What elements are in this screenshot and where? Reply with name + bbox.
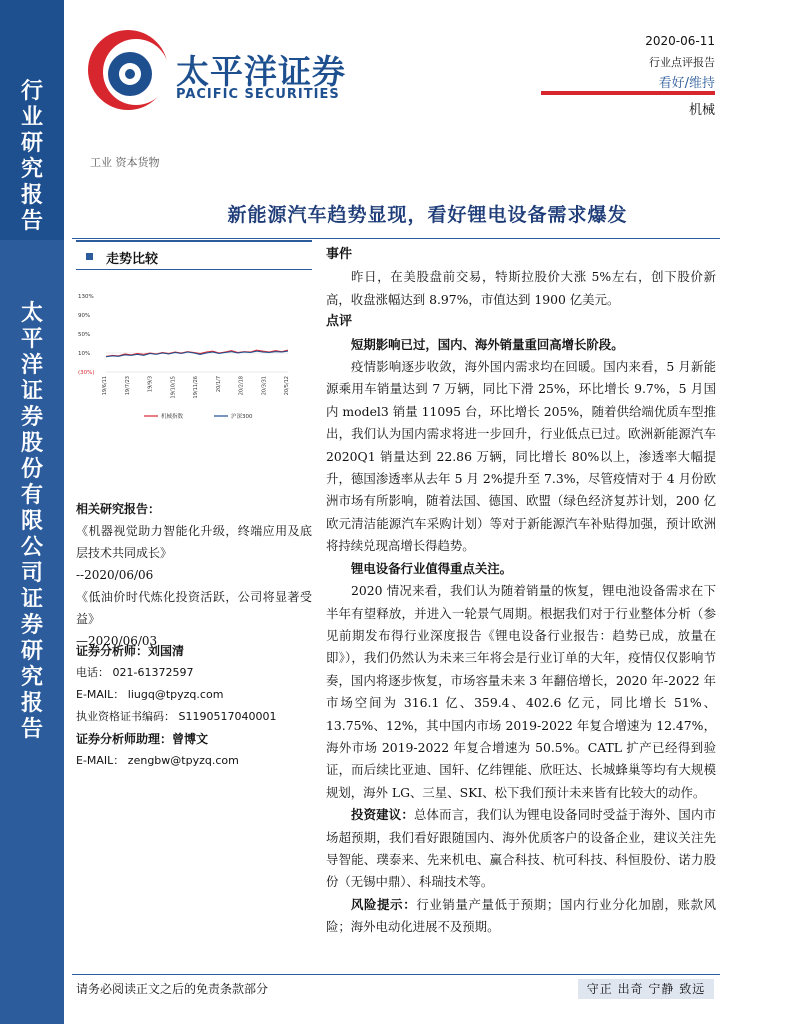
risk-text: 行业销量产量低于预期；国内行业分化加剧，账款风险；海外电动化进展不及预期。 xyxy=(326,896,717,935)
x-tick-label: 19/11/26 xyxy=(193,376,199,399)
analyst-phone: 电话： 021-61372597 xyxy=(76,666,194,679)
y-tick-label: 50% xyxy=(78,332,91,338)
investment-lead: 投资建议： xyxy=(351,807,414,823)
sidebar-company-char: 洋 xyxy=(20,352,43,378)
assistant-email[interactable]: E-MAIL： zengbw@tpyzq.com xyxy=(76,754,239,767)
analyst-cert: 执业资格证书编码： S1190517040001 xyxy=(76,710,277,723)
footer-motto: 守正 出奇 宁静 致远 xyxy=(578,979,714,999)
sidebar-company-char: 证 xyxy=(20,378,43,404)
y-tick-label: 90% xyxy=(78,313,91,319)
sidebar xyxy=(0,0,64,1024)
y-tick-label: 10% xyxy=(78,351,91,357)
x-tick-label: 19/6/11 xyxy=(102,376,108,396)
investment-text: 总体而言，我们认为锂电设备同时受益于海外、国内市场超预期，我们看好跟随国内、海外优质客户的设备企业，建议关注先导智能、璞泰来、先来机电、赢合科技、杭可科技、科恒股份、诺力股份（无锡中鼎）、科瑞技术等。 xyxy=(326,807,717,890)
related-heading: 相关研究报告： xyxy=(76,502,161,516)
industry-tag: 工业 资本货物 xyxy=(90,156,160,169)
paragraph-demand: 疫情影响逐步收敛，海外国内需求均在回暖。国内来看，5 月新能源乘用车销量达到 7 万辆，同比下滑 25%，环比增长 9.7%，5 月国内 model3 销量 11095 台，环比增长 205%，随着供给端优质车型推出，我们认为国内需求将进一步回升，行业低点已过。欧洲新能源汽车 2020Q1 销量达到 22.86 万辆，同比增长 80%以上，渗透率大幅提升，德国渗透率从去年 5 月 2%提升至 7.3%，尽管疫情对于 4 月份欧洲市场有所影响，随着法国、德国、欧盟（绿色经济复苏计划，200 亿欧元清洁能源汽车采购计划）等对于新能源汽车补贴得加强，预计欧洲将持续兑现高增长得趋势。 xyxy=(326,359,716,554)
sidebar-company-char: 研 xyxy=(20,638,43,664)
industry-name: 机械 xyxy=(688,103,715,118)
related-item-date: --2020/06/06 xyxy=(76,568,154,582)
legend-label: 沪深300 xyxy=(231,414,253,420)
sidebar-report-char: 业 xyxy=(20,104,43,130)
event-heading: 事件 xyxy=(326,247,353,262)
logo-en-text: PACIFIC SECURITIES xyxy=(176,87,340,102)
related-item-date: —2020/06/03 xyxy=(76,634,158,648)
rating-label: 看好/维持 xyxy=(658,76,715,91)
trend-chart-svg xyxy=(76,276,312,486)
header-accent-line xyxy=(541,91,715,95)
sidebar-company-char: 限 xyxy=(20,508,43,534)
sidebar-company-char: 司 xyxy=(20,560,43,586)
trend-chart xyxy=(76,276,312,500)
sidebar-top-band xyxy=(0,0,64,240)
x-tick-label: 20/5/12 xyxy=(284,376,290,396)
analyst-name: 证券分析师：刘国清 xyxy=(76,644,185,658)
sidebar-company-char: 告 xyxy=(20,716,43,742)
sidebar-company-char: 太 xyxy=(20,300,43,326)
x-tick-label: 19/10/15 xyxy=(170,376,177,399)
trend-section-label: 走势比较 xyxy=(106,252,159,267)
title-divider xyxy=(72,238,720,239)
risk-lead: 风险提示： xyxy=(351,896,417,912)
sidebar-report-label xyxy=(0,78,64,234)
sidebar-company-char: 平 xyxy=(20,326,43,352)
related-item-title[interactable]: 《机器视觉助力智能化升级，终端应用及底层技术共同成长》 xyxy=(76,524,312,560)
x-tick-label: 19/9/3 xyxy=(147,376,154,393)
sidebar-report-char: 行 xyxy=(20,78,43,104)
y-tick-label: (30%) xyxy=(78,370,95,376)
page-title: 新能源汽车趋势显现，看好锂电设备需求爆发 xyxy=(227,204,628,226)
paragraph-investment xyxy=(326,804,716,894)
assistant-name: 证券分析师助理：曾博文 xyxy=(76,732,209,746)
report-type: 行业点评报告 xyxy=(649,56,715,69)
x-tick-label: 20/3/31 xyxy=(261,376,268,396)
paragraph-risk xyxy=(326,894,716,939)
logo-cn-text: 太平洋证券 xyxy=(176,52,346,91)
footer-disclaimer[interactable]: 请务必阅读正文之后的免责条款部分 xyxy=(76,982,269,996)
analyst-info xyxy=(76,640,312,772)
sidebar-report-char: 究 xyxy=(20,156,43,182)
sidebar-company-char: 有 xyxy=(20,482,43,508)
sidebar-bottom-band xyxy=(0,240,64,1024)
sidebar-company-char: 股 xyxy=(20,430,43,456)
legend-label: 机械指数 xyxy=(161,414,184,420)
sidebar-company-char: 券 xyxy=(20,612,43,638)
sidebar-report-char: 告 xyxy=(20,208,43,234)
related-item-title[interactable]: 《低油价时代炼化投资活跃，公司将显著受益》 xyxy=(76,590,312,626)
left-column xyxy=(76,240,312,952)
report-date: 2020-06-11 xyxy=(645,34,715,48)
paragraph-equipment: 2020 情况来看，我们认为随着销量的恢复，锂电池设备需求在下半年有望释放，并进入一轮景气周期。根据我们对于行业整体分析（参见前期发布得行业深度报告《锂电设备行业报告：趋势已成，放量在即》），我们仍然认为未来三年将会是行业订单的大年，疫情仅仅影响节奏，国内将逐步恢复，市场容量未来 3 年翻倍增长，2020 年-2022 年市场空间为 316.1 亿、359.4、402.6 亿元，同比增长 51%、13.75%、12%，其中国内市场 2019-2022 年复合增速为 12.47%，海外市场 2019-2022 年复合增速为 50.5%。CATL 扩产已经得到验证，而后续比亚迪、国轩、亿纬锂能、欣旺达、长城蜂巢等均有大规模规划，海外 LG、三星、SKI、松下我们预计未来皆有比较大的动作。 xyxy=(326,583,716,800)
x-tick-label: 19/7/23 xyxy=(124,376,131,396)
sidebar-company-char: 报 xyxy=(20,690,43,716)
sidebar-company-label xyxy=(0,300,64,742)
sidebar-report-char: 研 xyxy=(20,130,43,156)
main-body xyxy=(326,244,716,939)
lead-equipment: 锂电设备行业值得重点关注。 xyxy=(351,560,513,576)
sidebar-company-char: 究 xyxy=(20,664,43,690)
sidebar-company-char: 公 xyxy=(20,534,43,560)
trend-section-header xyxy=(76,240,312,270)
related-reports xyxy=(76,498,312,652)
analyst-email[interactable]: E-MAIL： liugq@tpyzq.com xyxy=(76,688,224,701)
footer-divider xyxy=(72,974,720,975)
x-tick-label: 20/2/18 xyxy=(238,376,245,396)
sidebar-company-char: 券 xyxy=(20,404,43,430)
review-heading: 点评 xyxy=(326,314,353,330)
y-tick-label: 130% xyxy=(78,294,94,300)
event-paragraph: 昨日，在美股盘前交易，特斯拉股价大涨 5%左右，创下股价新高，收盘涨幅达到 8.97%，市值达到 1900 亿美元。 xyxy=(326,269,716,307)
sidebar-report-char: 报 xyxy=(20,182,43,208)
square-bullet-icon xyxy=(86,253,93,260)
x-tick-label: 20/1/7 xyxy=(215,376,222,393)
lead-short-term: 短期影响已过，国内、海外销量重回高增长阶段。 xyxy=(351,336,624,352)
sidebar-company-char: 份 xyxy=(20,456,43,482)
sidebar-company-char: 证 xyxy=(20,586,43,612)
